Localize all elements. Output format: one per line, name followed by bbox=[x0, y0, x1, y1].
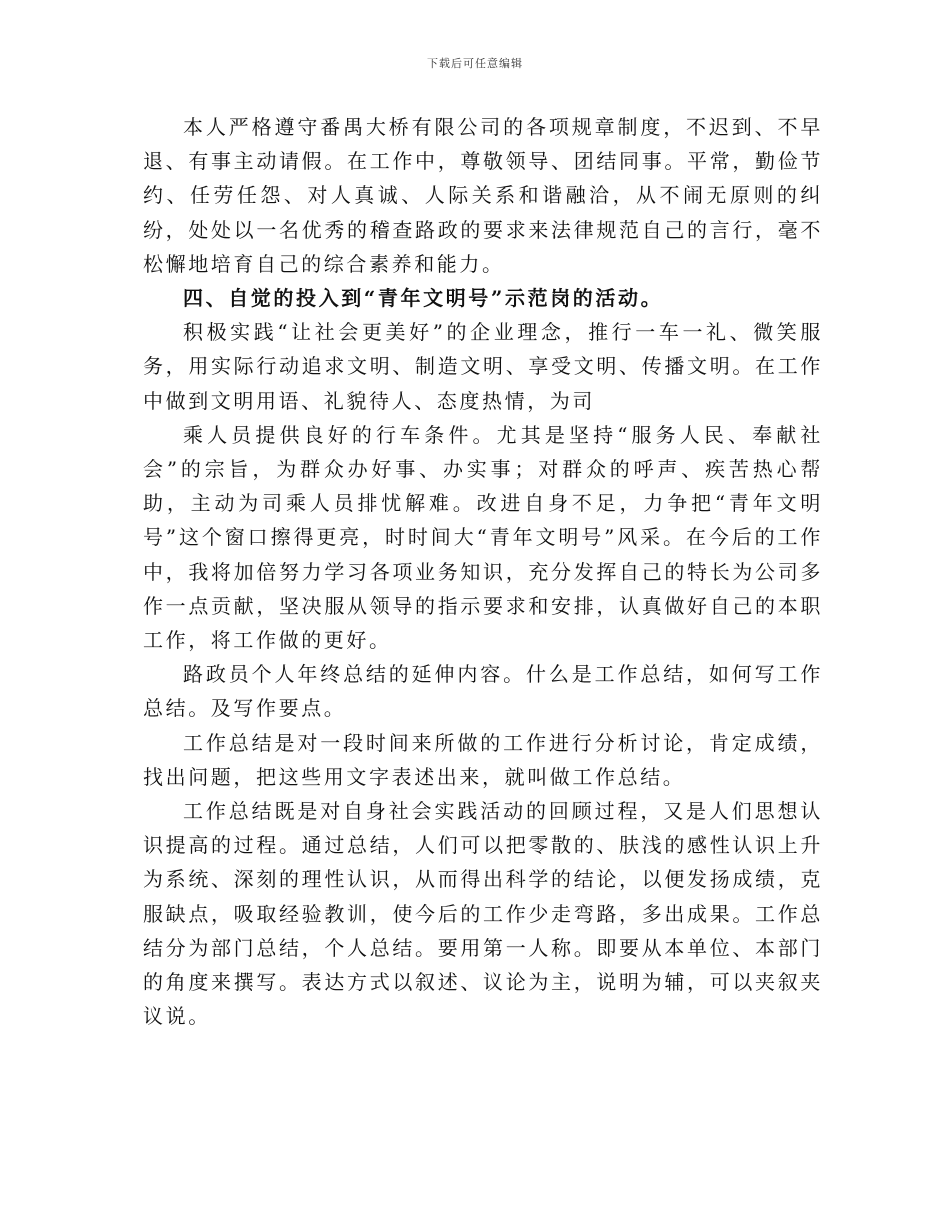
section-heading-4: 四、自觉的投入到“青年文明号”示范岗的活动。 bbox=[183, 286, 664, 311]
paragraph-service: 乘人员提供良好的行车条件。尤其是坚持“服务人民、奉献社会”的宗旨，为群众办好事、办实事；对群众的呼声、疾苦热心帮助，主动为司乘人员排忧解难。改进自身不足，力争把“青年文明号”这个窗口擦得更亮，时时间大“青年文明号”风采。在今后的工作中，我将加倍努力学习各项业务知识，充分发挥自己的特长为公司多作一点贡献，坚决服从领导的指示要求和安排，认真做好自己的本职工作，将工作做的更好。 bbox=[143, 422, 823, 653]
page-header-note: 下载后可任意编辑 bbox=[427, 57, 523, 70]
paragraph-definition: 工作总结是对一段时间来所做的工作进行分析讨论，肯定成绩，找出问题，把这些用文字表述出来，就叫做工作总结。 bbox=[143, 730, 823, 789]
paragraph-conduct: 本人严格遵守番禺大桥有限公司的各项规章制度，不迟到、不早退、有事主动请假。在工作中，尊敬领导、团结同事。平常，勤俭节约、任劳任怨、对人真诚、人际关系和谐融洽，从不闹无原则的纠纷，处处以一名优秀的稽查路政的要求来法律规范自己的言行，毫不松懈地培育自己的综合素养和能力。 bbox=[143, 115, 823, 276]
paragraph-extension: 路政员个人年终总结的延伸内容。什么是工作总结，如何写工作总结。及写作要点。 bbox=[143, 662, 823, 721]
paragraph-civilization-practice: 积极实践“让社会更美好”的企业理念，推行一车一礼、微笑服务，用实际行动追求文明、制造文明、享受文明、传播文明。在工作中做到文明用语、礼貌待人、态度热情，为司 bbox=[143, 320, 823, 413]
document-body bbox=[143, 110, 823, 1033]
paragraph-summary-purpose: 工作总结既是对自身社会实践活动的回顾过程，又是人们思想认识提高的过程。通过总结，人们可以把零散的、肤浅的感性认识上升为系统、深刻的理性认识，从而得出科学的结论，以便发扬成绩，克服缺点，吸取经验教训，使今后的工作少走弯路，多出成果。工作总结分为部门总结，个人总结。要用第一人称。即要从本单位、本部门的角度来撰写。表达方式以叙述、议论为主，说明为辅，可以夹叙夹议说。 bbox=[143, 799, 823, 1029]
